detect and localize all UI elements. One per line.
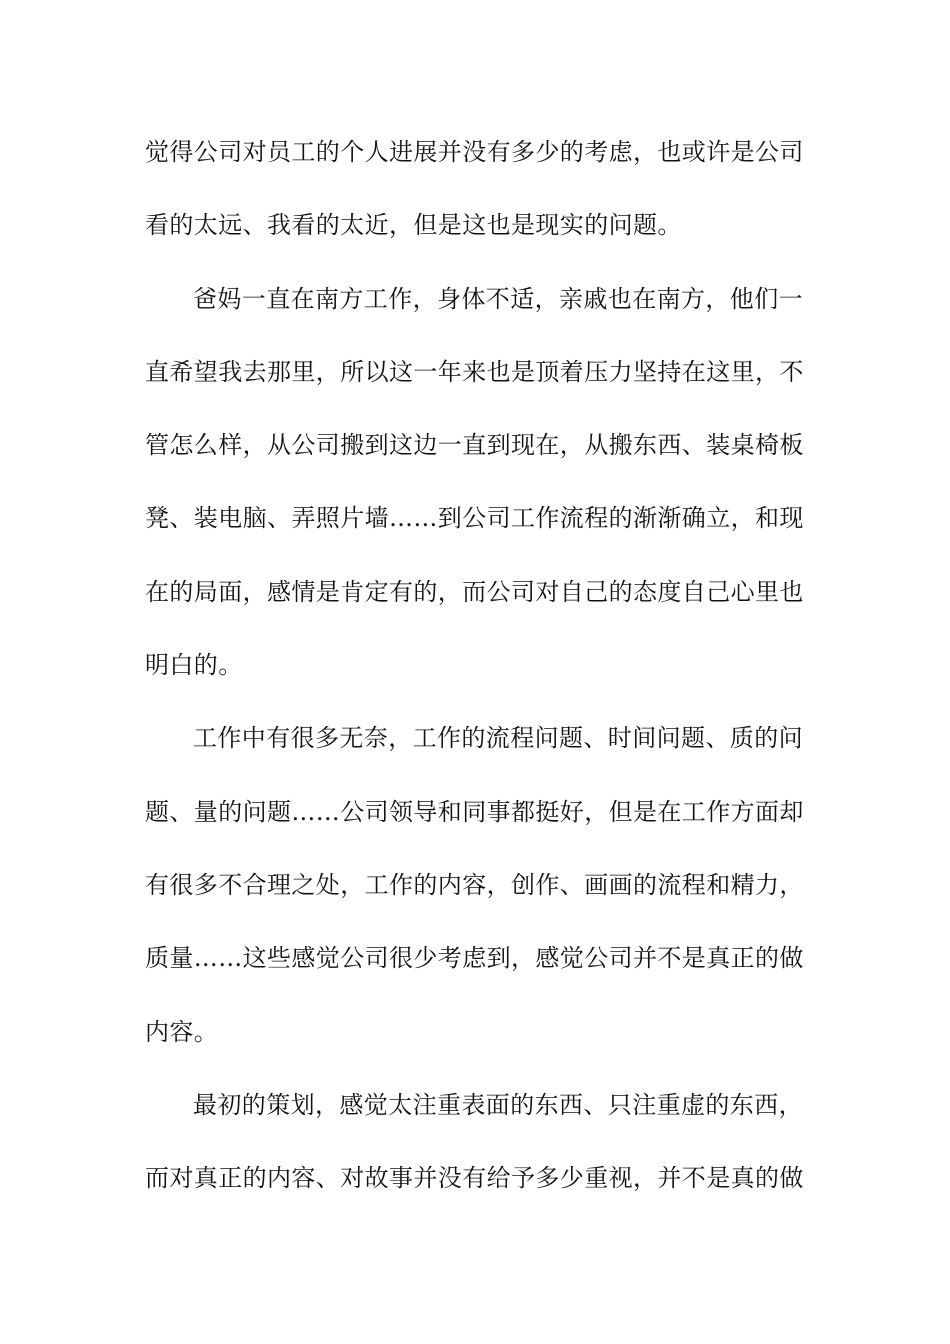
text-line: 质量……这些感觉公司很少考虑到，感觉公司并不是真正的做 [145,944,804,973]
paragraph-first-line: 最初的策划，感觉太注重表面的东西、只注重虚的东西， [193,1090,803,1119]
text-line: 觉得公司对员工的个人进展并没有多少的考虑，也或许是公司 [145,138,804,166]
paragraph-first-line: 工作中有很多无奈，工作的流程问题、时间问题、质的问 [193,724,803,753]
text-line: 看的太远、我看的太近，但是这也是现实的问题。 [145,211,682,240]
text-line: 直希望我去那里，所以这一年来也是顶着压力坚持在这里，不 [145,357,804,386]
text-line: 凳、装电脑、弄照片墙……到公司工作流程的渐渐确立，和现 [145,504,804,533]
paragraph-first-line: 爸妈一直在南方工作，身体不适，亲戚也在南方，他们一 [193,284,803,313]
text-line: 在的局面，感情是肯定有的，而公司对自己的态度自己心里也 [145,577,804,606]
text-line: 有很多不合理之处，工作的内容，创作、画画的流程和精力， [145,870,804,899]
text-line: 而对真正的内容、对故事并没有给予多少重视，并不是真的做 [145,1164,804,1193]
document-body [145,126,810,1225]
text-line: 内容。 [145,1017,219,1046]
text-line: 题、量的问题……公司领导和同事都挺好，但是在工作方面却 [145,797,804,826]
text-line: 管怎么样，从公司搬到这边一直到现在，从搬东西、装桌椅板 [145,431,804,460]
text-line: 明白的。 [145,651,243,680]
